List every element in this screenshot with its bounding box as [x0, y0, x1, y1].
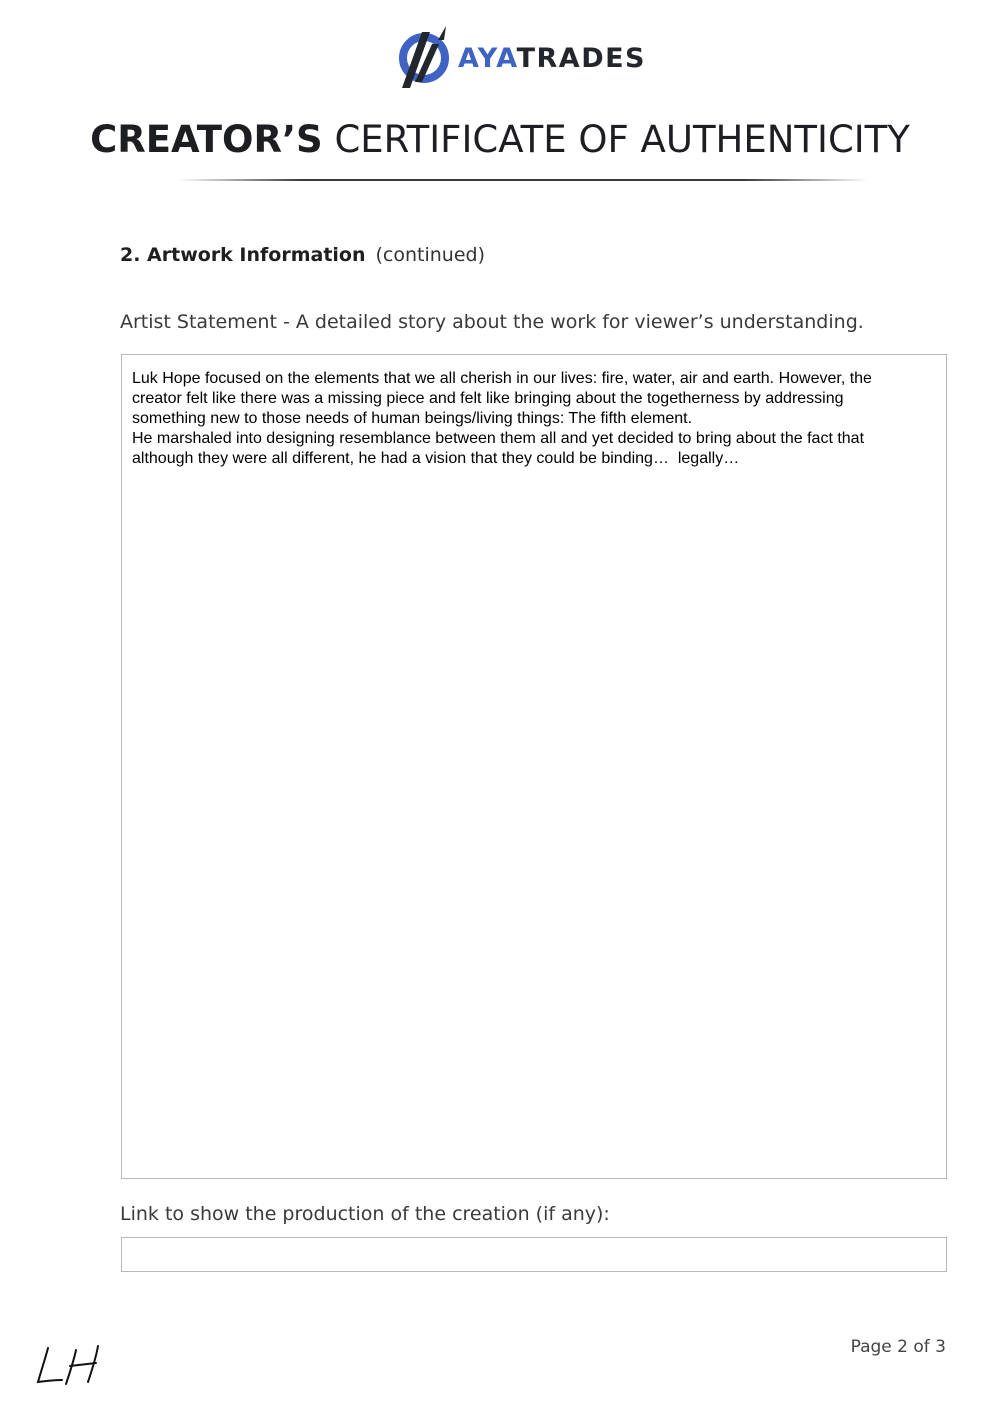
title-light: CERTIFICATE OF AUTHENTICITY	[334, 118, 910, 161]
section-continued: (continued)	[375, 244, 486, 266]
title-bold: CREATOR’S	[90, 118, 323, 161]
handwritten-signature	[32, 1344, 108, 1388]
ayatrades-logo-icon	[398, 24, 454, 92]
artist-statement-text[interactable]: Luk Hope focused on the elements that we all cherish in our lives: fire, water, air and earth. However, the creator felt like there was a missing piece and felt like bringing about the togetherness by addressing something new to those needs of human beings/living things: The fifth element. He marshaled into designing resemblance between them all and yet decided to bring about the fact that although they were all different, he had a vision that they could be binding… legally…	[132, 370, 872, 467]
section-heading	[120, 244, 485, 266]
title-divider	[178, 179, 868, 181]
artist-statement-field[interactable]	[121, 354, 947, 1179]
production-link-field[interactable]	[121, 1237, 947, 1272]
section-title: 2. Artwork Information	[120, 244, 366, 266]
certificate-title	[0, 118, 1000, 161]
page-indicator: Page 2 of 3	[850, 1337, 946, 1357]
ayatrades-logo	[398, 24, 646, 92]
brand-name-part1: AYA	[458, 42, 517, 74]
artist-statement-label: Artist Statement - A detailed story about the work for viewer’s understanding.	[120, 311, 864, 333]
brand-name-part2: TRADES	[516, 42, 646, 74]
production-link-label: Link to show the production of the creation (if any):	[120, 1203, 610, 1225]
brand-name	[458, 43, 646, 74]
